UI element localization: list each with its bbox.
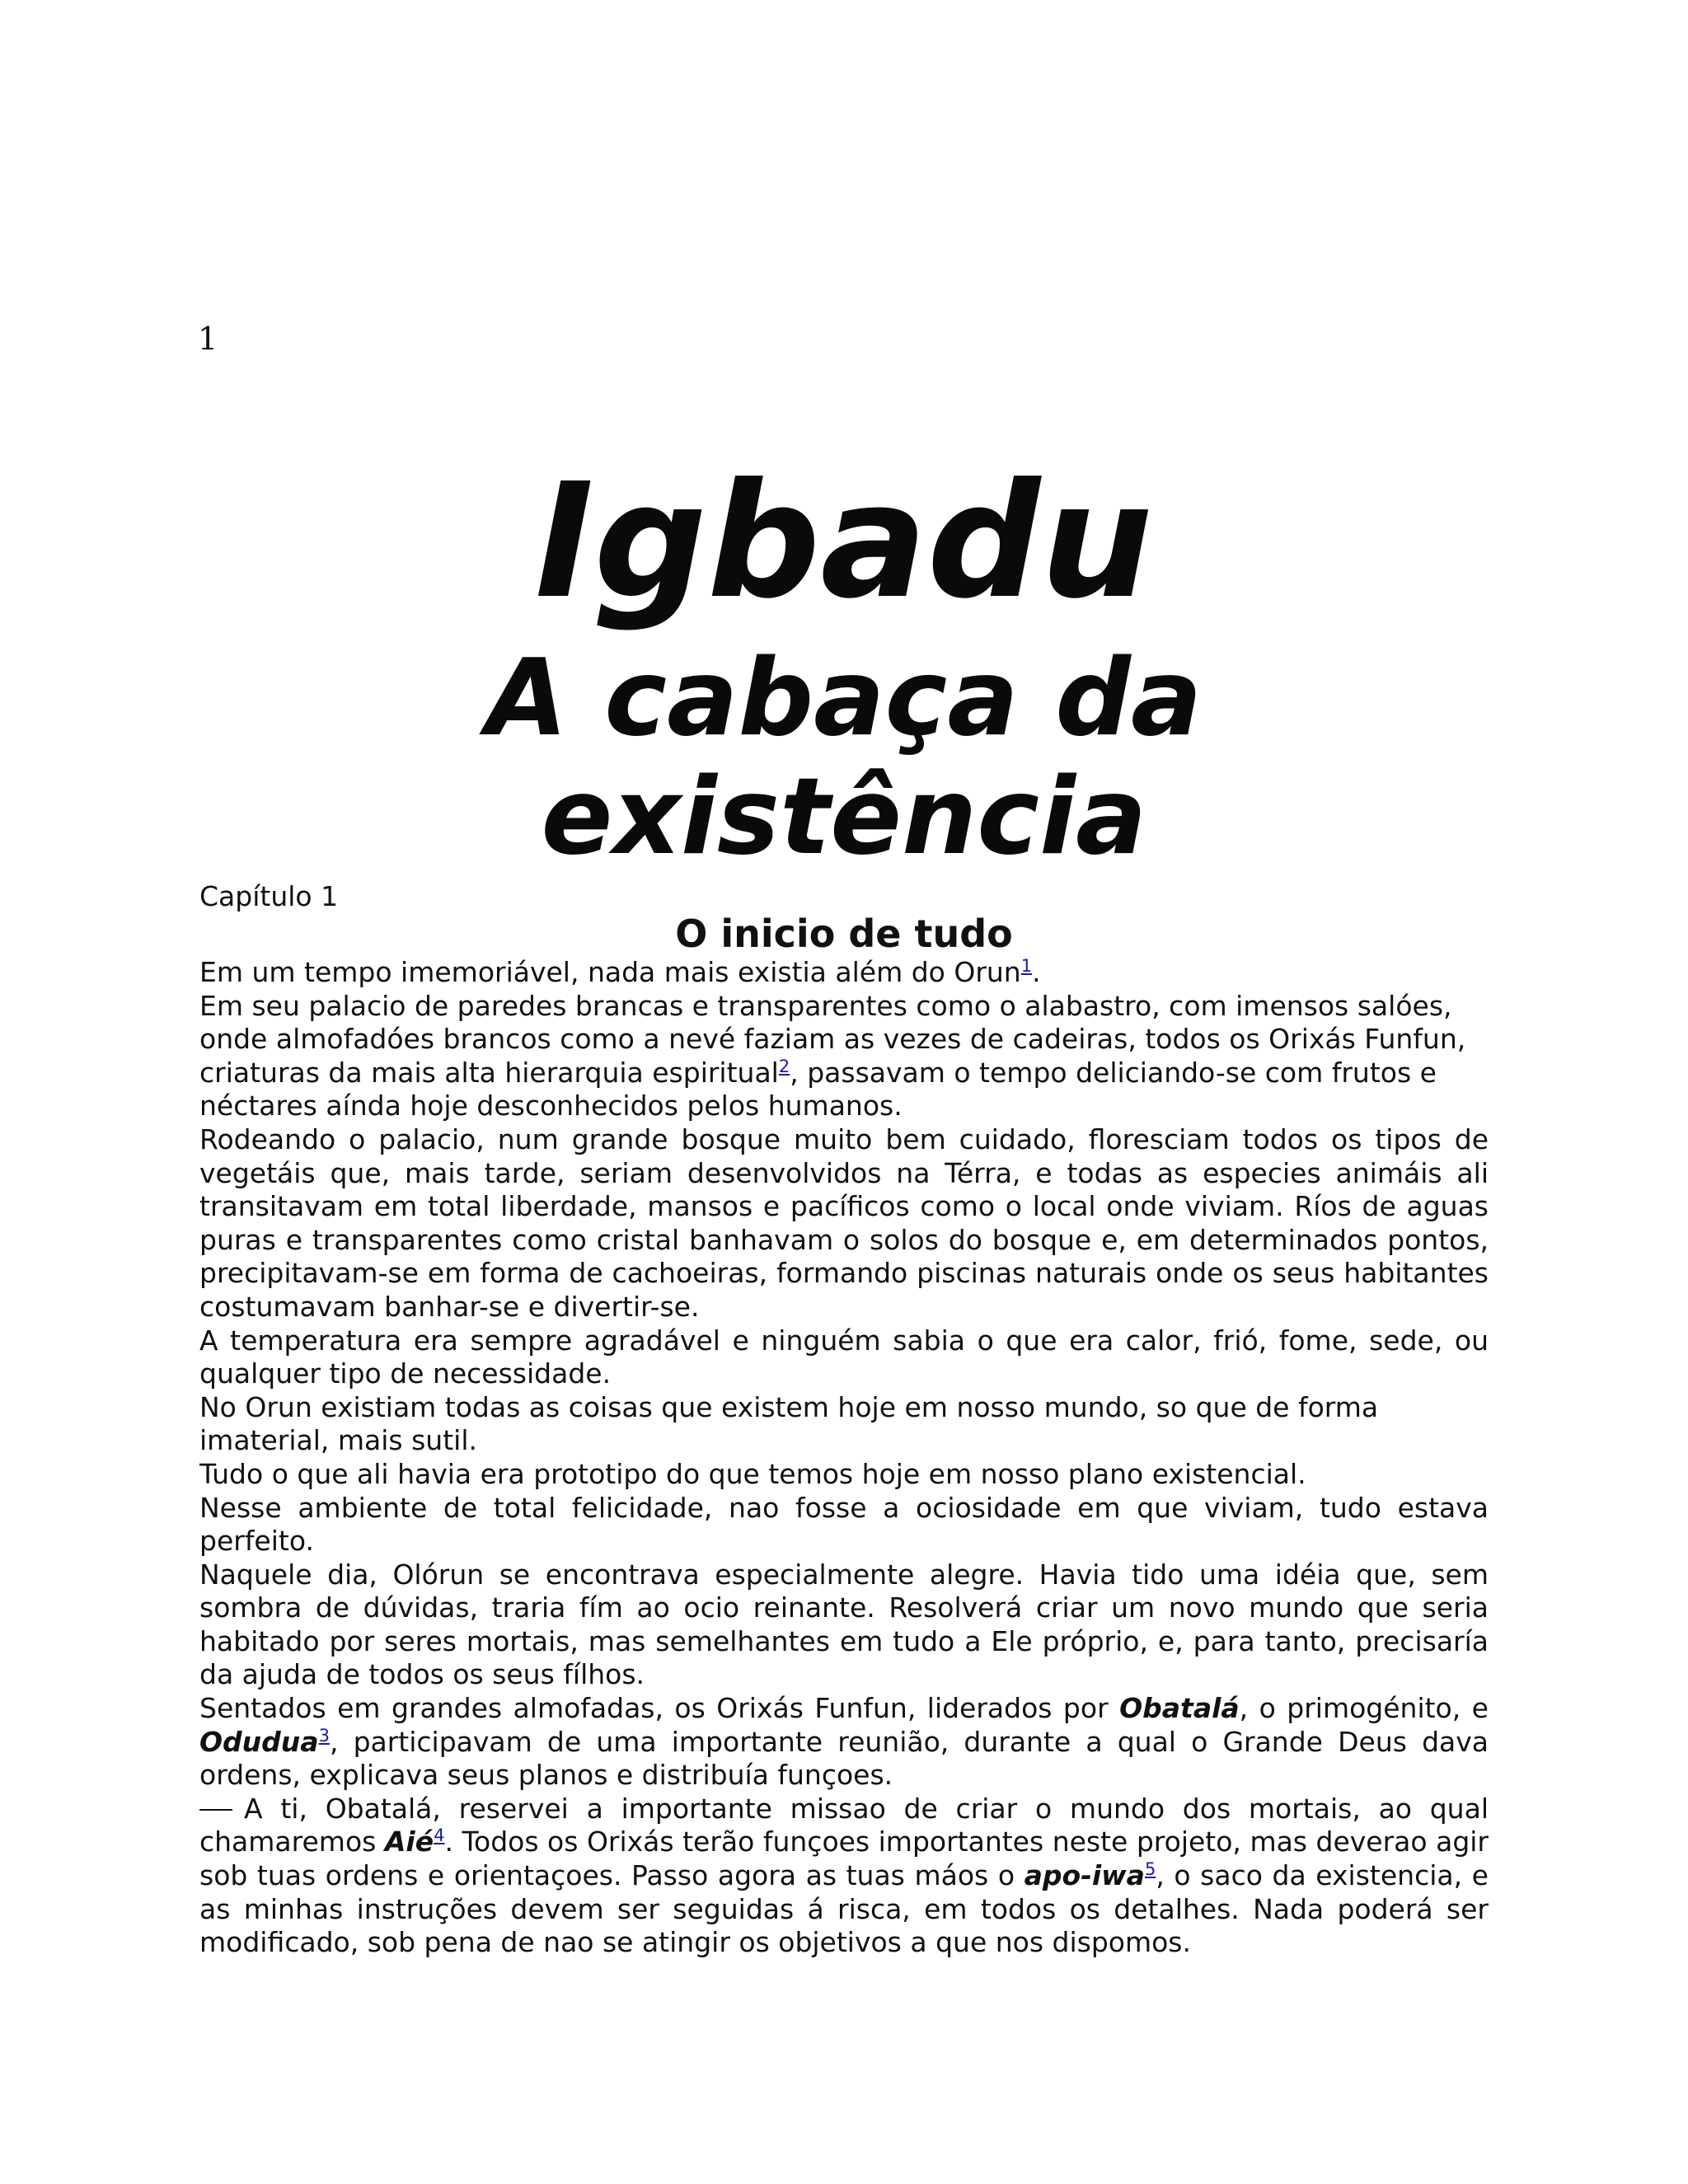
page-number: 1 [198,321,218,357]
paragraph: No Orun existiam todas as coisas que existem hoje em nosso mundo, so que de forma imaterial, mais sutil. [199,1390,1379,1457]
chapter-label: Capítulo 1 [199,880,339,912]
paragraph: Naquele dia, Olórun se encontrava especialmente alegre. Havia tido uma idéia que, sem sombra de dúvidas, traria fím ao ocio reinante. Resolverá criar um novo mundo que seria habitado por seres mortais, mas semelhantes em tudo a Ele próprio, e, para tanto, precisaría da ajuda de todos os seus fílhos. [199,1558,1489,1691]
emphasis-aie: Aié [384,1825,434,1858]
footnote-link-2[interactable]: 2 [778,1056,790,1076]
emphasis-odudua: Odudua [199,1725,319,1758]
chapter-body [199,956,1489,1960]
book-subtitle-line-1: A cabaça da [485,637,1203,760]
book-title: Igbadu [535,450,1153,634]
dialogue-dash [199,1809,232,1811]
paragraph: Em um tempo imemoriável, nada mais existia além do Orun$^1$. [199,956,1041,988]
paragraph: Sentados em grandes almofadas, os Orixás Funfun, liderados por Obatalá, o primogénito, e Odudua$^3$, participavam de uma importante reunião, durante a qual o Grande Deus dava ordens, explicava seus planos e distribuía funçoes. [199,1692,1489,1792]
chapter-title: O inicio de tudo [675,912,1013,956]
book-subtitle-line-2: existência [541,756,1147,879]
paragraph: A ti, Obatalá, reservei a importante missao de criar o mundo dos mortais, ao qual chamaremos Aié$^4$. Todos os Orixás terão funçoes importantes neste projeto, mas deverao agir sob tuas ordens e orientaçoes. Passo agora as tuas máos o apo-iwa$^5$, o saco da existencia, e as minhas instruções devem ser seguidas á risca, em todos os detalhes. Nada poderá ser modificado, sob pena de nao se atingir os objetivos a que nos dispomos. [199,1792,1489,1959]
paragraph: Tudo o que ali havia era prototipo do que temos hoje em nosso plano existencial. [199,1457,1306,1490]
footnote-link-4[interactable]: 4 [434,1825,445,1846]
paragraph: A temperatura era sempre agradável e ninguém sabia o que era calor, frió, fome, sede, ou qualquer tipo de necessidade. [199,1324,1489,1390]
emphasis-apo-iwa: apo-iwa [1024,1859,1145,1892]
paragraph: Rodeando o palacio, num grande bosque muito bem cuidado, floresciam todos os tipos de vegetáis que, mais tarde, seriam desenvolvidos na Térra, e todas as especies animáis ali transitavam em total liberdade, mansos e pacíficos como o local onde viviam. Ríos de aguas puras e transparentes como cristal banhavam o solos do bosque e, em determinados pontos, precipitavam-se em forma de cachoeiras, formando piscinas naturais onde os seus habitantes costumavam banhar-se e divertir-se. [199,1122,1489,1323]
emphasis-obatala: Obatalá [1119,1692,1240,1725]
footnote-link-3[interactable]: 3 [318,1725,330,1746]
footnote-link-5[interactable]: 5 [1144,1859,1156,1880]
paragraph: Nesse ambiente de total felicidade, nao fosse a ociosidade em que viviam, tudo estava perfeito. [199,1491,1489,1558]
footnote-link-1[interactable]: 1 [1020,956,1033,976]
paragraph: Em seu palacio de paredes brancas e transparentes como o alabastro, com imensos salóes, onde almofadóes brancos como a nevé faziam as vezes de cadeiras, todos os Orixás Funfun, criaturas da mais alta hierarquia espiritual$^2$, passavam o tempo deliciando-se com frutos e néctares aínda hoje desconhecidos pelos humanos. [199,989,1466,1122]
